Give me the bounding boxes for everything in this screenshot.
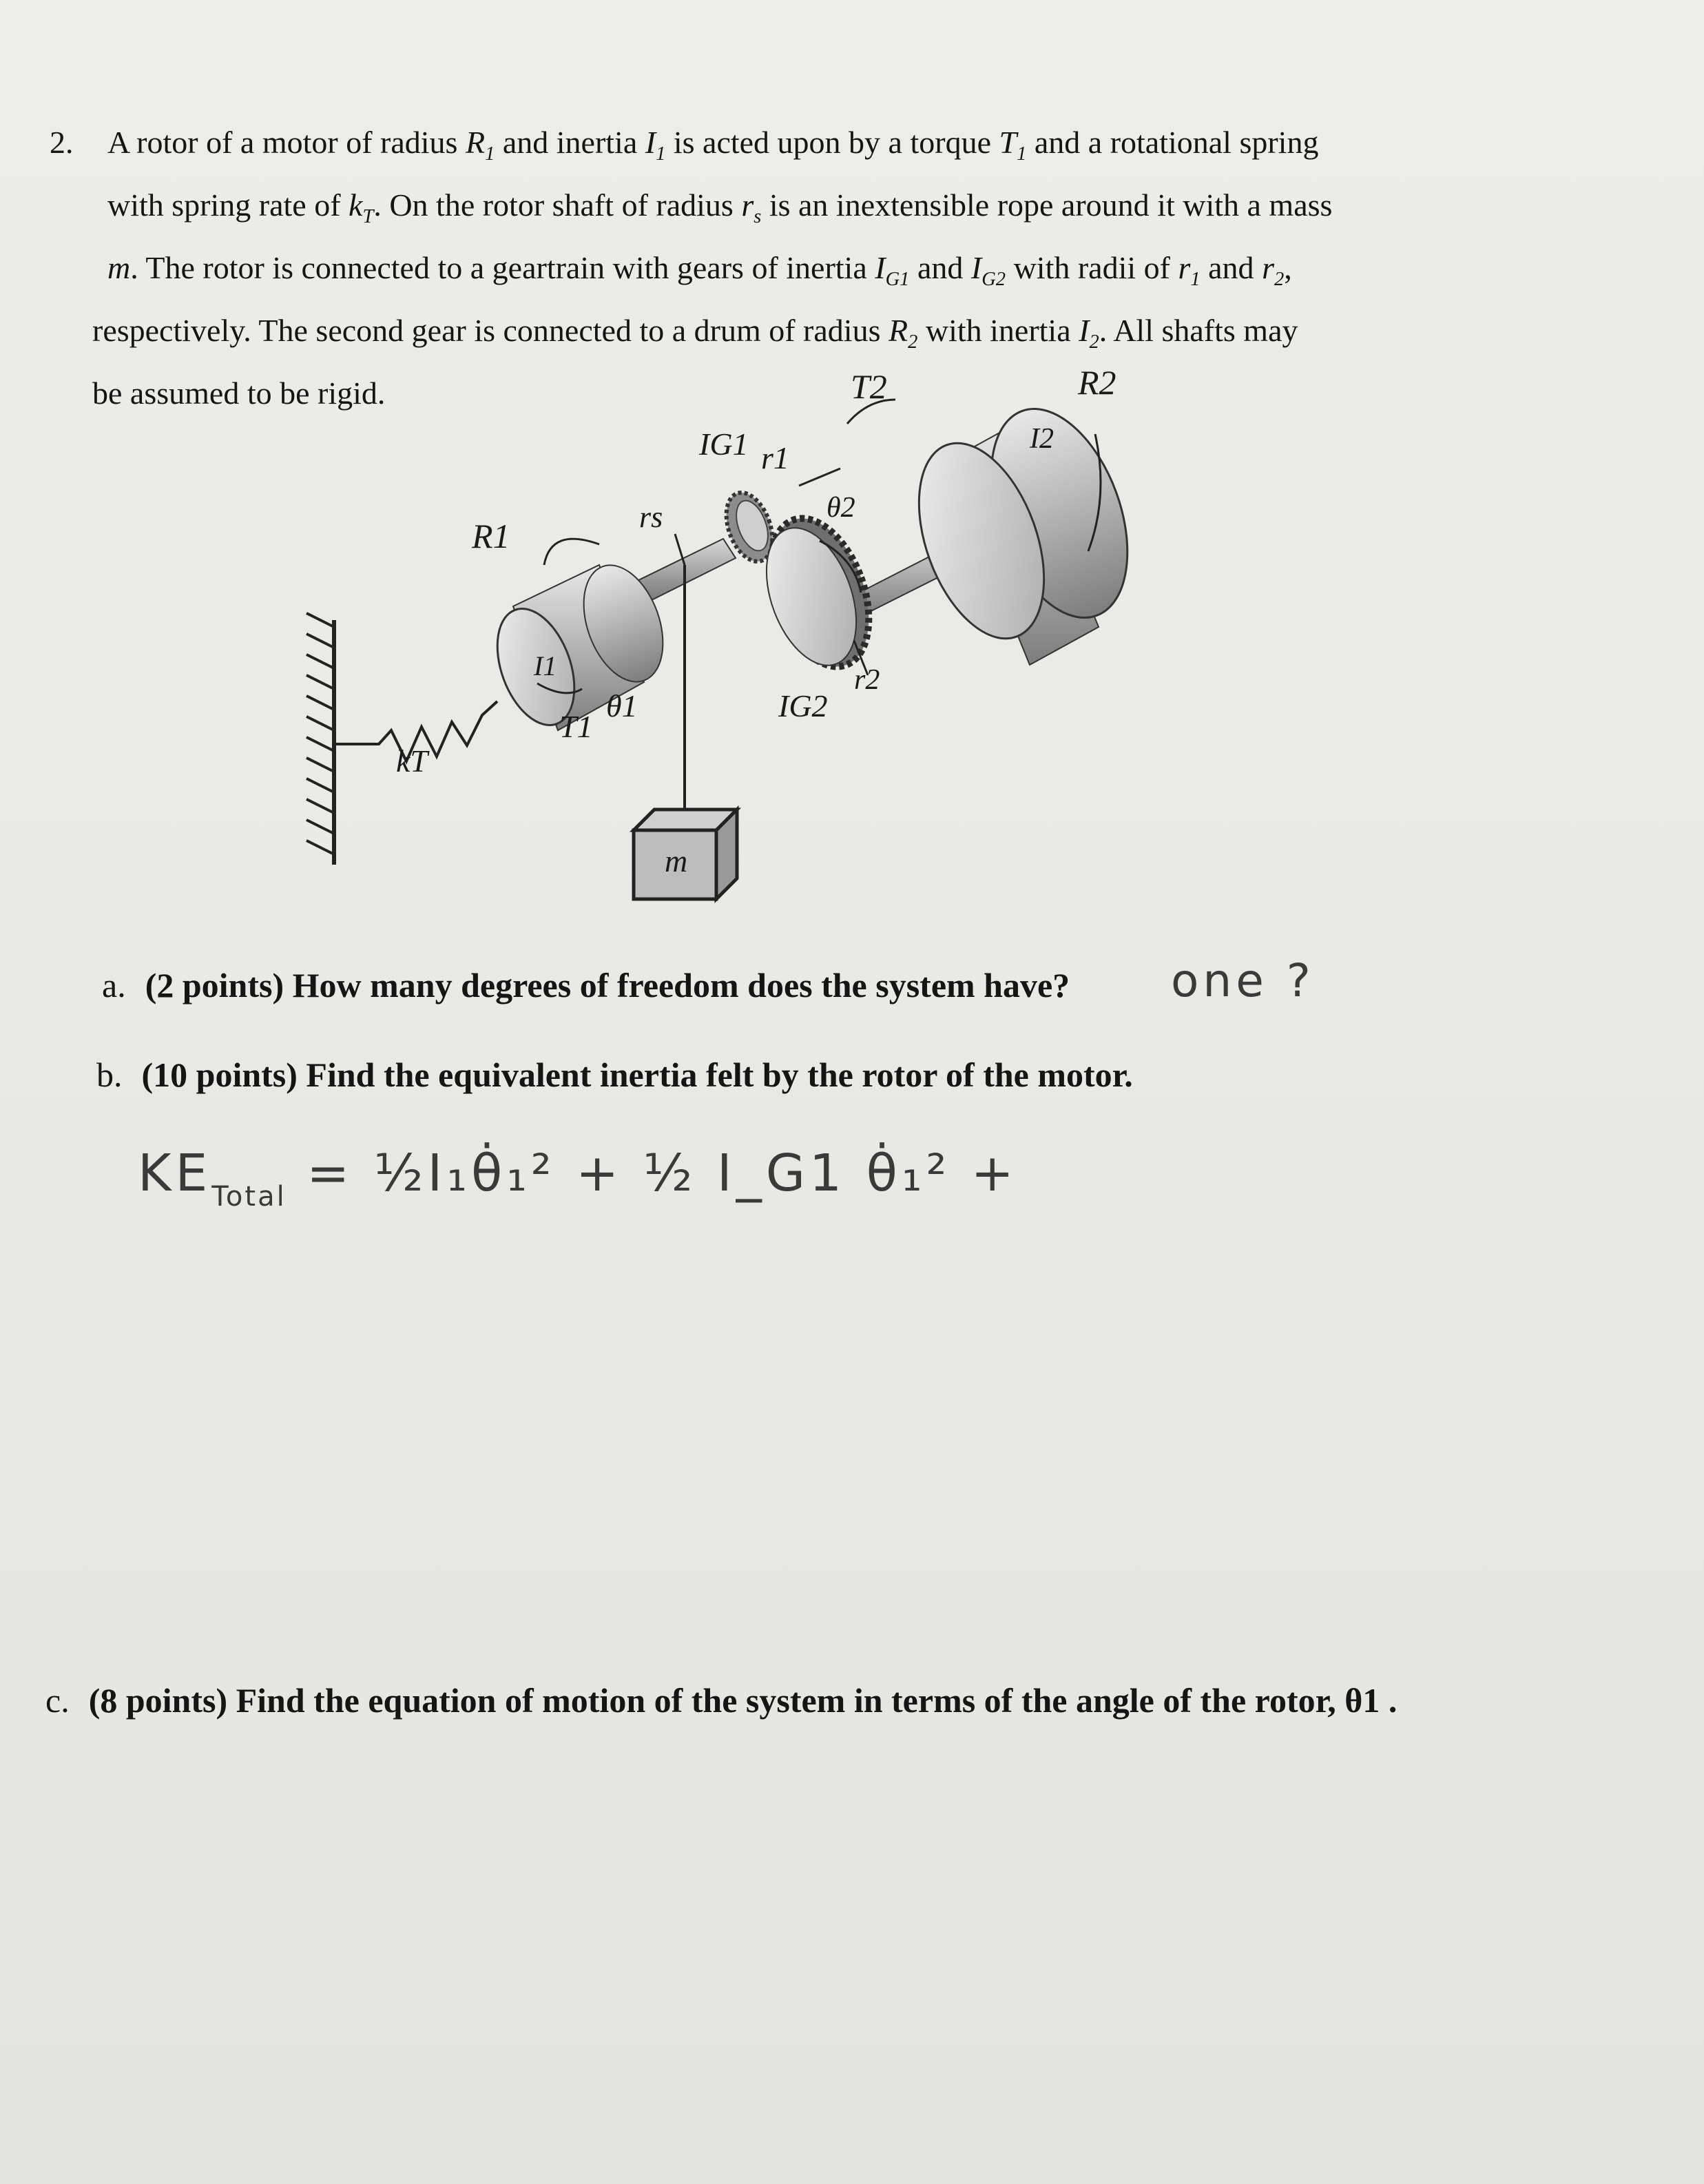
label-I1: I1	[534, 650, 557, 681]
symbol-I2: $I_2$	[1079, 313, 1099, 353]
label-theta2: θ2	[827, 492, 855, 524]
part-b	[96, 1054, 1133, 1095]
part-a-letter: a.	[102, 966, 126, 1005]
stem-text: with inertia	[917, 313, 1079, 348]
symbol-r2: $r_2$	[1262, 250, 1285, 290]
handwritten-expression: = ½I₁θ̇₁² + ½ I_G1 θ̇₁² +	[306, 1144, 1018, 1203]
symbol-rs: $r_s$	[741, 187, 762, 227]
symbol-IG1: $I_{G1}$	[875, 250, 910, 290]
label-T2: T2	[851, 367, 887, 406]
symbol-I1: $I_1$	[645, 125, 666, 165]
stem-text: is an inextensible rope around it with a mass	[761, 187, 1333, 223]
stem-text: is acted upon by a torque	[665, 125, 999, 160]
stem-text: and inertia	[495, 125, 645, 160]
symbol-R2: $R_2$	[888, 313, 918, 353]
mechanism-figure	[276, 358, 1171, 930]
label-I2: I2	[1030, 423, 1054, 455]
handwritten-ke-subscript: Total	[211, 1181, 287, 1213]
stem-text: be assumed to be rigid.	[92, 375, 386, 411]
stem-text: . All shafts may	[1099, 313, 1298, 348]
stem-line-3	[107, 243, 1554, 305]
stem-text: A rotor of a motor of radius	[107, 125, 466, 160]
part-c	[45, 1680, 1397, 1721]
handwritten-ke: KE	[138, 1144, 212, 1203]
question-number: 2.	[50, 125, 74, 160]
label-kT: kT	[396, 743, 428, 779]
label-R1: R1	[472, 517, 510, 555]
mechanism-diagram	[276, 358, 1171, 930]
stem-text: . On the rotor shaft of radius	[373, 187, 742, 223]
handwritten-work-b	[138, 1144, 1018, 1213]
part-b-text: (10 points) Find the equivalent inertia felt by the rotor of the motor.	[141, 1055, 1133, 1094]
label-rs: rs	[639, 500, 663, 534]
part-c-letter: c.	[45, 1681, 70, 1720]
symbol-r1: $r_1$	[1178, 250, 1201, 290]
stem-line-2	[107, 180, 1554, 243]
part-a	[102, 965, 1070, 1006]
label-r1: r1	[761, 440, 789, 475]
part-b-letter: b.	[96, 1055, 123, 1094]
stem-line-1	[107, 117, 1554, 180]
drum	[895, 390, 1154, 665]
stem-text: with radii of	[1006, 250, 1178, 285]
fixed-wall	[306, 613, 334, 865]
part-a-text: (2 points) How many degrees of freedom does the system have?	[145, 966, 1070, 1005]
label-theta1: θ1	[606, 688, 638, 723]
label-IG1: IG1	[699, 426, 749, 462]
handwritten-answer-a: one ?	[1171, 954, 1315, 1007]
label-R2: R2	[1078, 363, 1116, 402]
symbol-R1: $R_1$	[465, 125, 495, 165]
stem-text: . The rotor is connected to a geartrain with gears of inertia	[130, 250, 875, 285]
stem-text: and	[909, 250, 971, 285]
symbol-T1: $T_1$	[999, 125, 1027, 165]
stem-text: and a rotational spring	[1026, 125, 1319, 160]
stem-text: respectively. The second gear is connected to a drum of radius	[92, 313, 889, 348]
label-T1: T1	[559, 709, 593, 744]
label-r2: r2	[854, 664, 880, 696]
part-c-text: (8 points) Find the equation of motion of the system in terms of the angle of the rotor, θ1 .	[88, 1681, 1398, 1720]
symbol-IG2: $I_{G2}$	[970, 250, 1006, 290]
symbol-kT: $k_T$	[349, 187, 374, 227]
stem-text: and	[1200, 250, 1263, 285]
label-IG2: IG2	[778, 688, 828, 723]
stem-text: ,	[1284, 250, 1292, 285]
symbol-m: m	[107, 250, 131, 285]
label-m: m	[665, 843, 688, 878]
stem-text: with spring rate of	[107, 187, 349, 223]
